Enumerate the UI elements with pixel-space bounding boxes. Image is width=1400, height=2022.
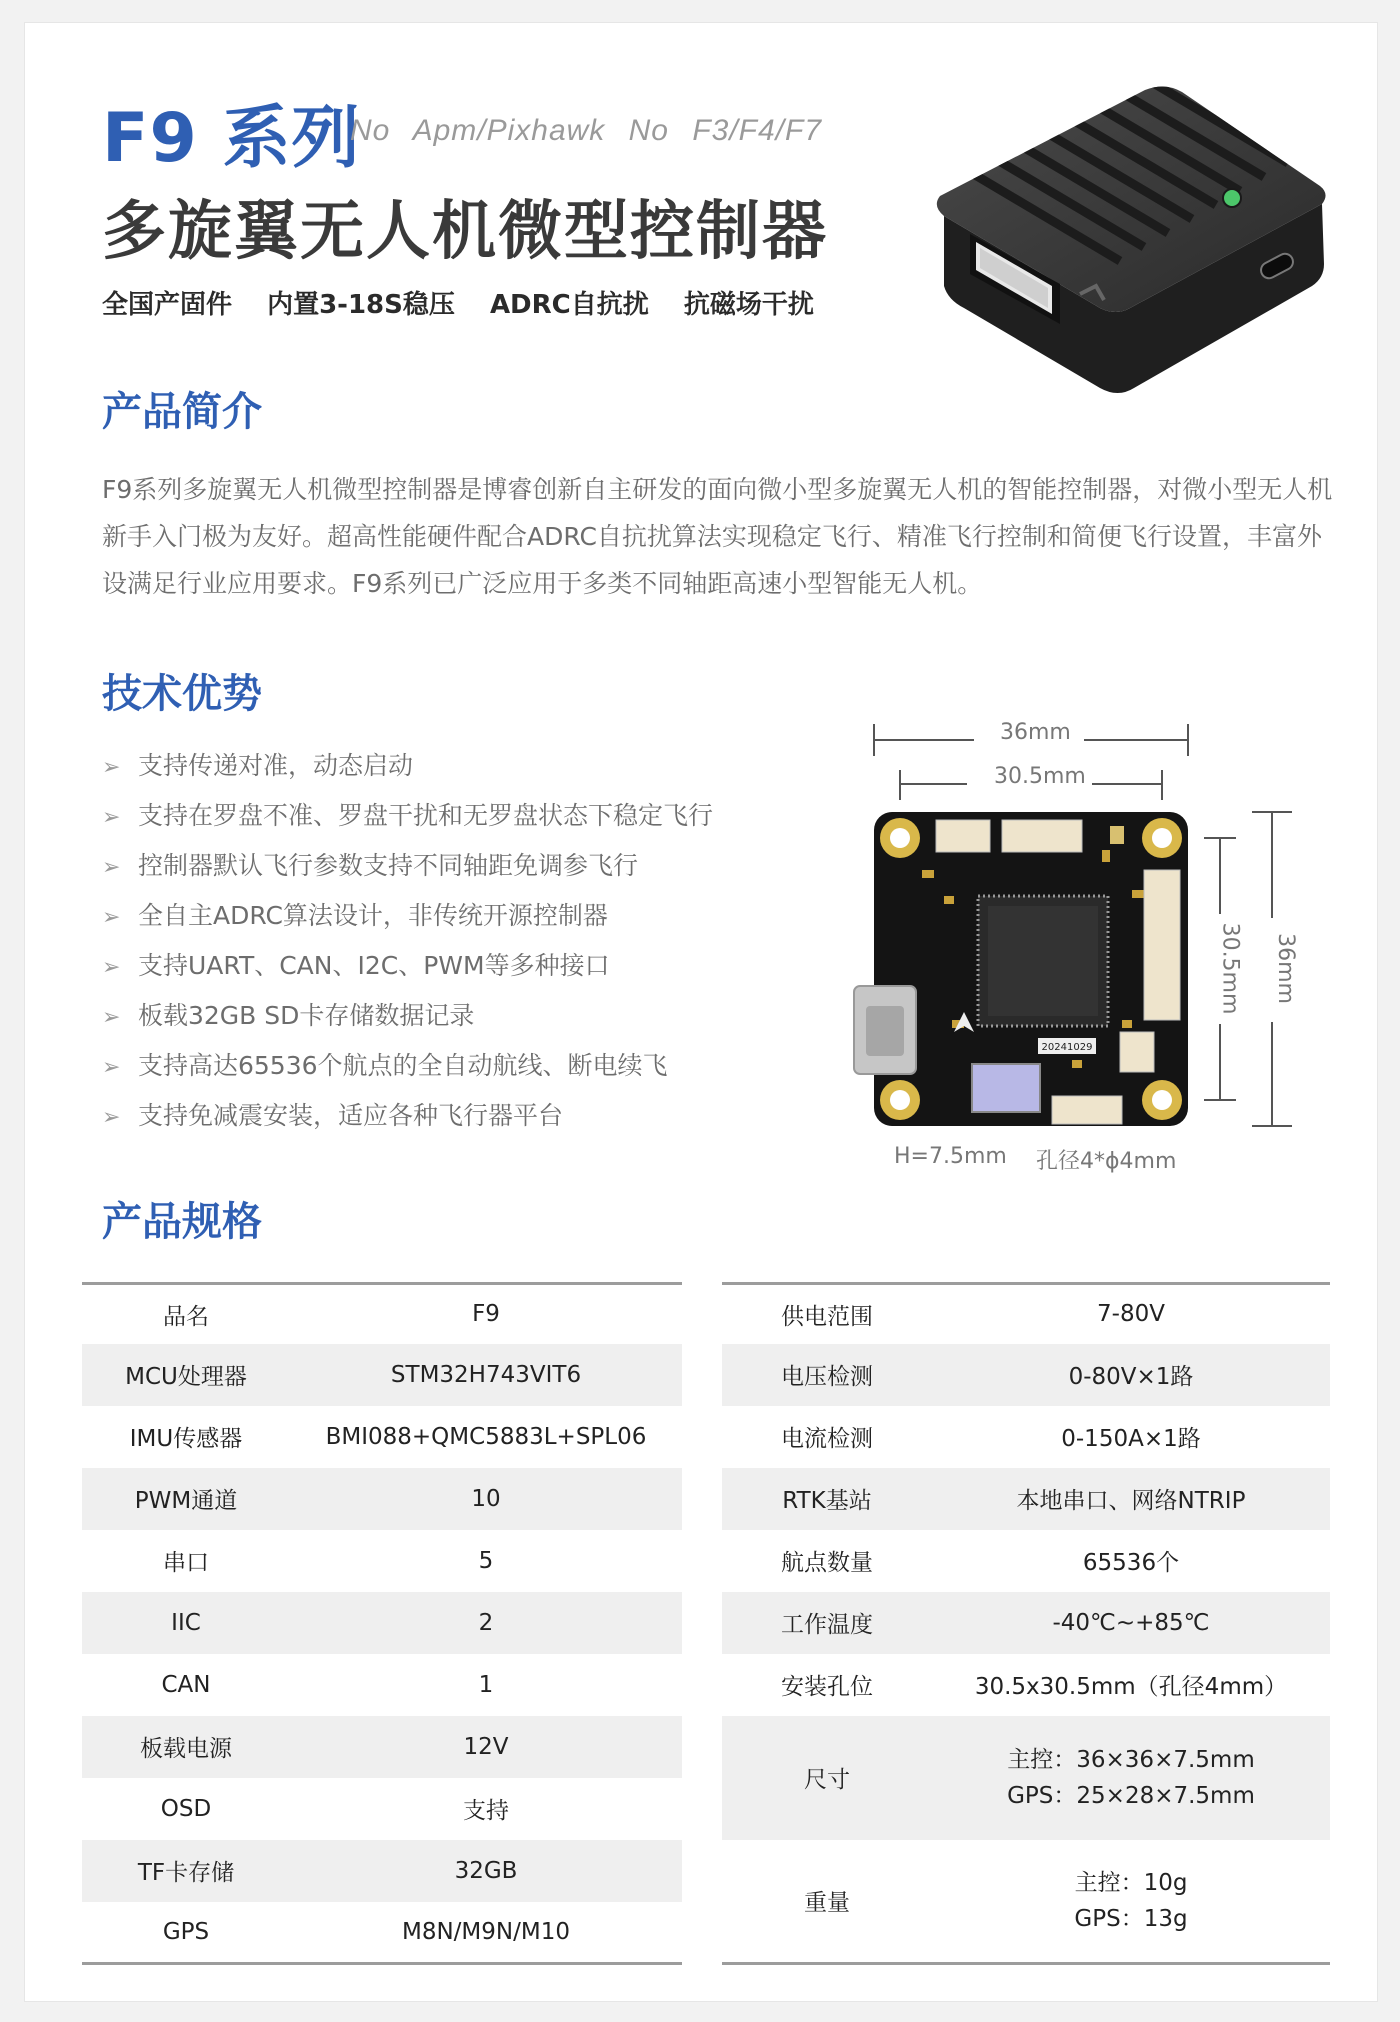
list-item: ➢ 全自主ADRC算法设计，非传统开源控制器 bbox=[102, 896, 713, 946]
dimension-outer-vertical: 36mm bbox=[1272, 933, 1298, 1004]
chevron-right-icon: ➢ bbox=[102, 955, 121, 980]
page-title: 多旋翼无人机微型控制器 bbox=[102, 195, 828, 269]
table-row: 安装孔位 30.5x30.5mm（孔径4mm） bbox=[781, 1674, 1288, 1700]
board-diagram bbox=[852, 720, 1312, 1174]
table-row: 航点数量 65536个 bbox=[781, 1550, 1180, 1576]
feature-item: 抗磁场干扰 bbox=[683, 290, 814, 320]
feature-list bbox=[102, 284, 840, 321]
dimension-height: H=7.5mm bbox=[894, 1144, 1007, 1169]
table-row: 品名 F9 bbox=[163, 1301, 500, 1330]
table-row: 电压检测 0-80V×1路 bbox=[722, 1344, 1330, 1406]
chip-date: 20241029 bbox=[1041, 1042, 1093, 1053]
list-item: ➢ 支持高达65536个航点的全自动航线、断电续飞 bbox=[102, 1046, 713, 1096]
table-row: TF卡存储 32GB bbox=[82, 1840, 682, 1902]
list-item: ➢ 支持免减震安装，适应各种飞行器平台 bbox=[102, 1096, 713, 1146]
dimension-inner-vertical: 30.5mm bbox=[1217, 922, 1243, 1015]
table-row: 尺寸 主控：36×36×7.5mm GPS：25×28×7.5mm bbox=[722, 1716, 1330, 1840]
brand-title: F9 系列 bbox=[102, 99, 361, 178]
table-row: IMU传感器 BMI088+QMC5883L+SPL06 bbox=[129, 1423, 647, 1452]
chevron-right-icon: ➢ bbox=[102, 1005, 121, 1030]
table-row: PWM通道 10 bbox=[82, 1468, 682, 1530]
table-row: MCU处理器 STM32H743VIT6 bbox=[82, 1344, 682, 1406]
chevron-right-icon: ➢ bbox=[102, 755, 121, 780]
table-row: 串口 5 bbox=[163, 1547, 494, 1576]
chevron-right-icon: ➢ bbox=[102, 805, 121, 830]
chevron-right-icon: ➢ bbox=[102, 855, 121, 880]
spec-table-right bbox=[722, 1282, 1330, 1965]
intro-text: F9系列多旋翼无人机微型控制器是博睿创新自主研发的面向微小型多旋翼无人机的智能控制器，对微小型无人机新手入门极为友好。超高性能硬件配合ADRC自抗扰算法实现稳定飞行、精准飞行控制和简便飞行设置，丰富外设满足行业应用要求。F9系列已广泛应用于多类不同轴距高速小型智能无人机。 bbox=[102, 475, 1333, 598]
chevron-right-icon: ➢ bbox=[102, 905, 121, 930]
section-title-intro: 产品简介 bbox=[102, 389, 262, 435]
feature-item: ADRC自抗扰 bbox=[489, 290, 649, 320]
dimension-inner: 30.5mm bbox=[994, 764, 1086, 789]
table-row: RTK基站 本地串口、网络NTRIP bbox=[722, 1468, 1330, 1530]
feature-item: 内置3-18S稳压 bbox=[267, 290, 455, 320]
table-row: GPS M8N/M9N/M10 bbox=[162, 1918, 570, 1945]
list-item: ➢ 支持在罗盘不准、罗盘干扰和无罗盘状态下稳定飞行 bbox=[102, 796, 713, 846]
hole-size: 孔径4*ϕ4mm bbox=[1036, 1149, 1177, 1174]
table-row: CAN 1 bbox=[161, 1671, 494, 1698]
product-image bbox=[920, 86, 1330, 416]
advantage-list bbox=[102, 746, 713, 1146]
list-item: ➢ 板载32GB SD卡存储数据记录 bbox=[102, 996, 713, 1046]
table-row: 重量 主控：10g GPS：13g bbox=[804, 1869, 1188, 1932]
table-row: 工作温度 -40℃~+85℃ bbox=[722, 1592, 1330, 1654]
section-title-advantages: 技术优势 bbox=[102, 671, 262, 717]
table-row: 板载电源 12V bbox=[82, 1716, 682, 1778]
list-item: ➢ 支持传递对准，动态启动 bbox=[102, 746, 713, 796]
chevron-right-icon: ➢ bbox=[102, 1055, 121, 1080]
list-item: ➢ 控制器默认飞行参数支持不同轴距免调参飞行 bbox=[102, 846, 713, 896]
spec-table-left bbox=[82, 1282, 682, 1965]
table-row: OSD 支持 bbox=[160, 1795, 509, 1824]
section-title-spec: 产品规格 bbox=[102, 1199, 262, 1245]
feature-item: 全国产固件 bbox=[102, 290, 233, 320]
table-row: 供电范围 7-80V bbox=[781, 1301, 1165, 1330]
chevron-right-icon: ➢ bbox=[102, 1105, 121, 1130]
table-row: IIC 2 bbox=[82, 1592, 682, 1654]
tagline: No Apm/Pixhawk No F3/F4/F7 bbox=[350, 114, 823, 147]
list-item: ➢ 支持UART、CAN、I2C、PWM等多种接口 bbox=[102, 946, 713, 996]
dimension-outer: 36mm bbox=[1000, 720, 1071, 745]
table-row: 电流检测 0-150A×1路 bbox=[781, 1426, 1201, 1452]
